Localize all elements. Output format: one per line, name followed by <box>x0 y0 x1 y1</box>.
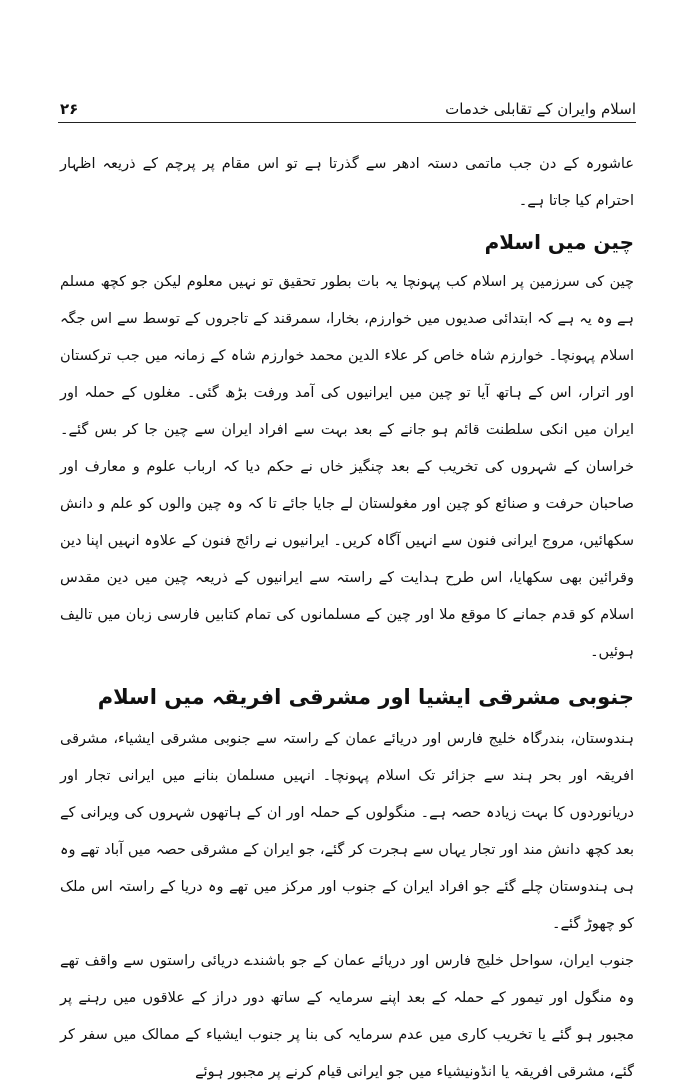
page-number: ۲۶ <box>60 100 79 118</box>
running-title: اسلام وایران کے تقابلی خدمات <box>445 100 636 118</box>
header-divider <box>58 122 636 123</box>
page-body <box>60 146 634 1091</box>
paragraph-south-iran: جنوب ایران، سواحل خلیج فارس اور دریائے عمان کے جو باشندے دریائی راستوں سے واقف تھے وہ منگول اور تیمور کے حملہ کے بعد اپنے سرمایہ کے ساتھ دور دراز کے علاقوں میں رہنے پر مجبور ہو گئے یا تخریب کاری میں عدم سرمایہ کی بنا پر جنوب ایشیاء کے ممالک میں سفر کر گئے، مشرقی افریقہ یا انڈونیشیاء میں جو ایرانی قیام کرنے پر مجبور ہوئے <box>60 953 634 1080</box>
intro-paragraph: عاشورہ کے دن جب ماتمی دستہ ادھر سے گذرتا ہے تو اس مقام پر پرچم کے ذریعہ اظہار احترام کیا جاتا ہے۔ <box>60 156 634 209</box>
section-heading-china: چین میں اسلام <box>484 230 634 254</box>
paragraph-china: چین کی سرزمین پر اسلام کب پہونچا یہ بات بطور تحقیق تو نہیں معلوم لیکن جو کچھ مسلم ہے وہ یہ ہے کہ ابتدائی صدیوں میں خوارزم، بخارا، سمرقند کے تاجروں کے توسط سے اس جگہ اسلام پہونچا۔ خوارزم شاہ خاص کر علاء الدین محمد خوارزم شاہ کے زمانہ میں جب ترکستان اور اترار، اس کے ہاتھ آیا تو چین میں ایرانیوں کی آمد ورفت بڑھ گئی۔ مغلوں کے حملہ اور ایران میں انکی سلطنت قائم ہو جانے کے بعد بہت سے افراد ایران سے چین جا کر بس گئے۔ خراسان کے شہروں کی تخریب کے بعد چنگیز خاں نے حکم دیا کہ ارباب علوم و معارف اور صاحبان حرفت و صنائع کو چین اور مغولستان لے جایا جائے تا کہ وہ چین والوں کو علم و دانش سکھائیں، مروج ایرانی فنون سے انہیں آگاہ کریں۔ ایرانیوں نے رائج فنون کے علاوہ انہیں اپنا دین وقرائین بھی سکھایا، اس طرح ہدایت کے راستہ سے ایرانیوں کے ذریعہ چین میں دین مقدس اسلام کو قدم جمانے کا موقع ملا اور چین کے مسلمانوں کی تمام کتابیں فارسی زبان میں تالیف ہوئیں۔ <box>60 274 634 660</box>
section-heading-southeast-asia: جنوبی مشرقی ایشیا اور مشرقی افریقہ میں اسلام <box>97 685 634 709</box>
paragraph-southeast-asia: ہندوستان، بندرگاہ خلیج فارس اور دریائے عمان کے راستہ سے جنوبی مشرقی ایشیاء، مشرقی افریقہ اور بحر ہند سے جزائر تک اسلام پہونچا۔ انہیں مسلمان بنانے میں ایرانی تجار اور دریانوردوں کا بہت زیادہ حصہ ہے۔ منگولوں کے حملہ اور ان کے ہاتھوں شہروں کی ویرانی کے بعد کچھ دانش مند اور تجار یہاں سے ہجرت کر گئے، جو ایران کے مشرقی حصہ میں آباد تھے وہ ہی ہندوستان چلے گئے جو افراد ایران کے جنوب اور مرکز میں تھے وہ دریا کے راستہ اس ملک کو چھوڑ گئے۔ <box>60 731 634 932</box>
running-header <box>60 92 636 118</box>
